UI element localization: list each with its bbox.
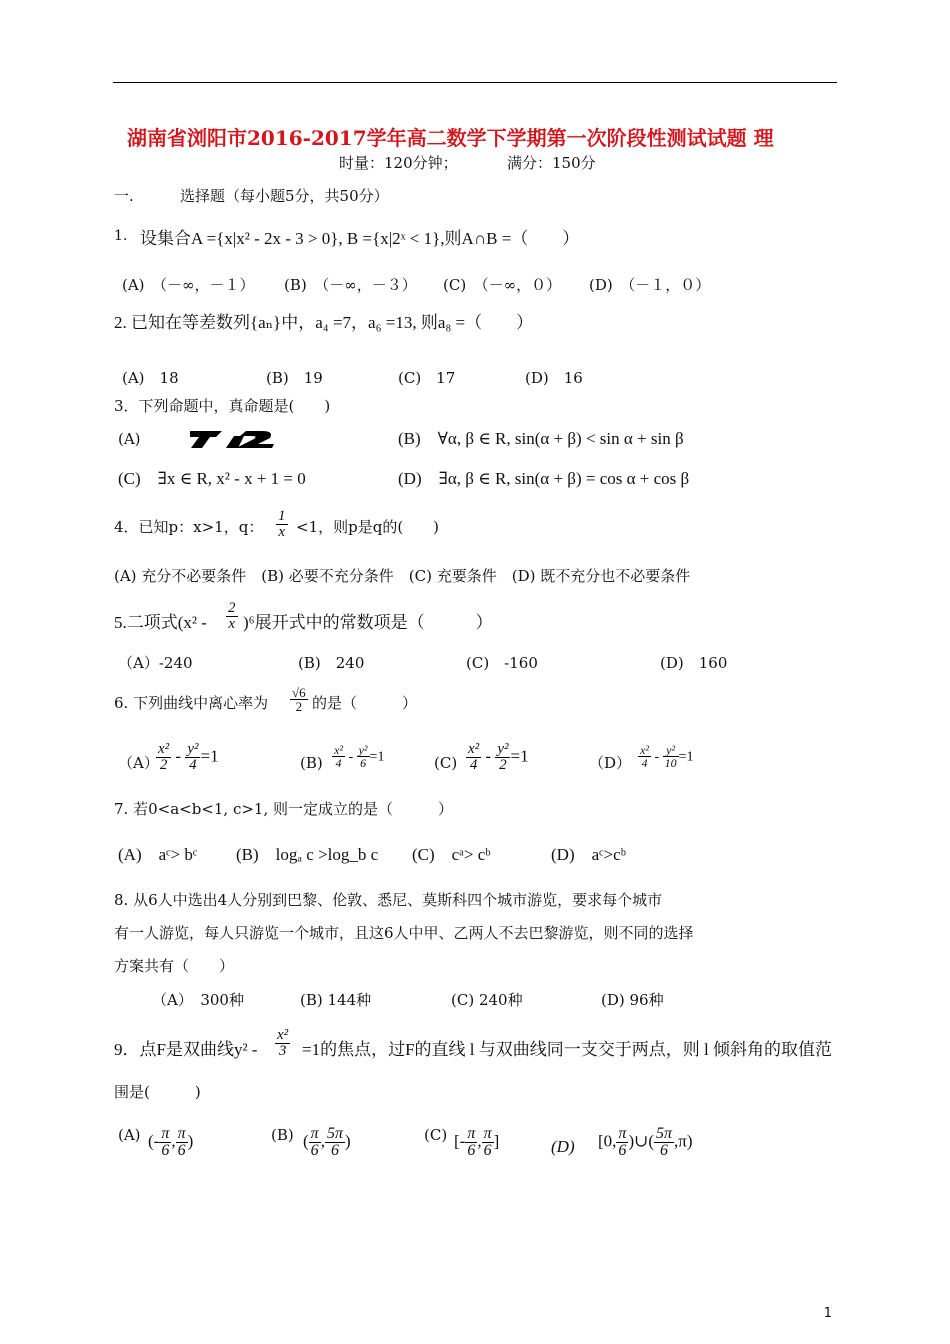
q9-b-d2: 6 <box>330 1142 339 1159</box>
q3-option-d: (D) ∃α, β ∈ R, sin(α + β) = cos α + cos β <box>398 469 690 488</box>
q9-frac-denominator: 3 <box>278 1043 287 1059</box>
q6-d-eq: =1 <box>678 749 694 765</box>
q5-option-d: (D) 160 <box>660 654 728 672</box>
q7-stem: 7. 若0<a<b<1, c>1, 则一定成立的是（ ） <box>114 800 454 818</box>
q5-stem-a: 5.二项式(x² - <box>114 613 207 632</box>
q2-option-d: (D) 16 <box>525 369 583 387</box>
q3-stem: 3．下列命题中，真命题是( ) <box>114 397 331 415</box>
q6-a-n1: x² <box>158 741 170 757</box>
q2-option-b: (B) 19 <box>266 369 323 387</box>
q8-option-c: (C) 240种 <box>451 991 523 1009</box>
q3-option-b: (B) ∀α, β ∈ R, sin(α + β) < sin α + sin β <box>398 429 684 448</box>
q9-c-open: [- <box>454 1131 466 1151</box>
q8-option-d: (D) 96种 <box>601 991 664 1009</box>
q3-option-a-label: (A) <box>118 430 141 448</box>
q4-frac-numerator: 1 <box>278 508 286 524</box>
q2-stem: 2. 已知在等差数列{aₙ}中，a₄ =7，a₆ =13, 则a₈ =（ ） <box>114 313 534 332</box>
q7-option-a: (A) aᶜ> bᶜ <box>118 845 198 864</box>
q6-d-n1: x² <box>640 743 649 757</box>
q1-option-b: (B) （－∞，－３） <box>284 276 417 294</box>
q6-frac-numerator: √6 <box>292 685 306 700</box>
q6-a-n2: y² <box>187 741 199 757</box>
q9-frac-numerator: x² <box>277 1027 289 1043</box>
q9-a-d1: 6 <box>161 1142 170 1159</box>
q6-a-eq: =1 <box>200 746 219 766</box>
q9-fraction <box>275 1028 290 1059</box>
q8-option-a: （A） 300种 <box>152 991 244 1009</box>
q9-b-d1: 6 <box>310 1142 319 1159</box>
q9-d-union: )∪( <box>628 1131 655 1151</box>
q9-c-close: ] <box>493 1131 500 1151</box>
q6-option-d-expr: $\frac{\text{x²}}{4}$ - $\frac{\text{y²}}{10}$ =1 <box>640 743 694 770</box>
q5-fraction <box>226 601 238 632</box>
q6-option-b-expr: $\frac{\text{x²}}{4}$ - $\frac{\text{y²}}{6}$ =1 <box>334 743 385 770</box>
page-title: 湖南省浏阳市2016-2017学年高二数学下学期第一次阶段性测试试题 理 <box>127 126 774 150</box>
q1-option-a: (A) （－∞，－１） <box>122 276 255 294</box>
q6-b-d1: 4 <box>335 756 342 770</box>
q9-option-a-expr: (- $\frac{\pi}{6}$ , $\frac{\pi}{6}$ ) <box>148 1125 194 1159</box>
q9-c-n1: π <box>467 1125 476 1142</box>
q4-frac-denominator: x <box>278 524 286 540</box>
meta-time: 时量：120分钟； <box>339 154 458 172</box>
q4-stem-b: <1，则p是q的( ) <box>296 518 440 536</box>
q5-frac-numerator: 2 <box>228 600 236 616</box>
q6-option-b-label: (B) <box>300 754 323 772</box>
q9-b-n2: 5π <box>326 1125 343 1142</box>
q9-option-b-expr: ( $\frac{\pi}{6}$ , $\frac{5\pi}{6}$ ) <box>303 1125 351 1159</box>
q6-option-c-expr: $\frac{\text{x²}}{4}$ - $\frac{\text{y²}}{2}$ =1 <box>468 741 529 773</box>
header-rule <box>113 82 837 83</box>
q6-d-n2: y² <box>663 744 679 757</box>
q8-line3: 方案共有（ ） <box>114 957 235 975</box>
q6-d-d2: 10 <box>664 756 677 770</box>
q7-option-c: (C) cᵃ> cᵇ <box>412 845 491 864</box>
q8-line2: 有一人游览，每人只游览一个城市，且这6人中甲、乙两人不去巴黎游览，则不同的选择 <box>114 924 694 942</box>
q9-c-n2: π <box>483 1125 492 1142</box>
q6-a-d1: 2 <box>159 757 168 773</box>
q9-line2: 围是( ) <box>114 1083 201 1101</box>
q6-b-n1: x² <box>334 743 343 757</box>
q6-option-d-label: （D） <box>589 754 632 772</box>
section-label: 选择题（每小题5分，共50分） <box>180 187 389 205</box>
q9-option-d-expr <box>598 1126 693 1159</box>
q9-b-open: ( <box>303 1131 309 1151</box>
q9-a-n1: π <box>161 1125 170 1142</box>
q6-c-n2: y² <box>497 741 509 757</box>
q5-option-a: （A）-240 <box>118 654 193 672</box>
q6-option-a-label: （A） <box>118 754 159 772</box>
q9-d-open: [0, <box>598 1131 617 1151</box>
q9-a-open: (- <box>148 1131 160 1151</box>
q9-c-d1: 6 <box>467 1142 476 1159</box>
q6-fraction <box>290 686 308 713</box>
garbled-formula-image <box>188 428 278 450</box>
meta-score: 满分：150分 <box>507 154 596 172</box>
q9-option-c-label: (C) <box>424 1126 448 1144</box>
q9-d-n2: 5π <box>656 1125 673 1142</box>
q9-option-d-label: (D) <box>551 1137 575 1156</box>
page-number: 1 <box>823 1306 832 1321</box>
q1-number: 1. <box>114 228 128 244</box>
q6-stem-b: 的是（ ） <box>312 694 418 712</box>
q6-a-d2: 4 <box>189 757 197 773</box>
q9-a-d2: 6 <box>177 1142 186 1159</box>
q2-option-c: (C) 17 <box>398 369 456 387</box>
q6-d-d1: 4 <box>641 756 648 770</box>
q7-option-d: (D) aᶜ>cᵇ <box>551 845 626 864</box>
q5-frac-denominator: x <box>228 616 236 632</box>
q9-d-d1: 6 <box>618 1142 627 1159</box>
q4-fraction <box>276 509 288 540</box>
q6-frac-denominator: 2 <box>295 699 303 714</box>
q5-stem-b: )⁶展开式中的常数项是（ ） <box>243 613 493 632</box>
q5-option-c: (C) -160 <box>466 654 538 672</box>
q2-option-a: (A) 18 <box>122 369 179 387</box>
q6-option-c-label: (C) <box>434 754 458 772</box>
q9-a-n2: π <box>177 1125 186 1142</box>
q8-line1: 8. 从6人中选出4人分别到巴黎、伦敦、悉尼、莫斯科四个城市游览，要求每个城市 <box>114 891 663 909</box>
q6-c-eq: =1 <box>510 746 529 766</box>
q8-option-b: (B) 144种 <box>300 991 372 1009</box>
q1-option-c: (C) （－∞，０） <box>443 276 562 294</box>
q1-stem: 设集合A ={x|x² - 2x - 3 > 0}, B ={x|2ˣ < 1},则A∩B =（ ） <box>140 229 580 248</box>
q6-b-n2: y² <box>358 743 368 757</box>
q4-options: (A) 充分不必要条件 (B) 必要不充分条件 (C) 充要条件 (D) 既不充分也不必要条件 <box>114 567 691 585</box>
q6-stem-a: 6. 下列曲线中离心率为 <box>114 694 269 712</box>
q6-c-d2: 2 <box>499 757 507 773</box>
q9-option-a-label: (A) <box>118 1126 141 1144</box>
q9-c-d2: 6 <box>483 1142 492 1159</box>
q9-d-n1: π <box>618 1125 627 1142</box>
q9-b-n1: π <box>310 1125 319 1142</box>
q6-b-d2: 6 <box>360 756 367 770</box>
q9-option-b-label: (B) <box>271 1126 294 1144</box>
q5-option-b: (B) 240 <box>298 654 365 672</box>
q9-a-close: ) <box>187 1131 194 1151</box>
q6-b-eq: =1 <box>369 749 385 765</box>
q9-d-close: ,π) <box>674 1131 693 1151</box>
section-number: 一. <box>114 187 134 205</box>
q9-b-close: ) <box>344 1131 351 1151</box>
q3-option-c: (C) ∃x ∈ R, x² - x + 1 = 0 <box>118 469 306 488</box>
q9-d-d2: 6 <box>660 1142 669 1159</box>
q7-option-b: (B) logₐ c >log_b c <box>236 845 379 864</box>
q9-stem-b: =1的焦点，过F的直线 l 与双曲线同一支交于两点，则 l 倾斜角的取值范 <box>302 1040 832 1059</box>
q6-c-d1: 4 <box>469 757 478 773</box>
q6-c-n1: x² <box>468 741 480 757</box>
q9-option-c-expr: [- $\frac{\pi}{6}$ , $\frac{\pi}{6}$ ] <box>454 1125 500 1159</box>
q4-stem-a: 4．已知p：x>1，q： <box>114 518 264 536</box>
q1-option-d: (D) （－１，０） <box>589 276 711 294</box>
q9-stem-a: 9．点F是双曲线y² - <box>114 1040 258 1059</box>
q6-option-a-expr: $\frac{\text{x²}}{2}$ - $\frac{\text{y²}}{4}$ =1 <box>158 741 219 773</box>
